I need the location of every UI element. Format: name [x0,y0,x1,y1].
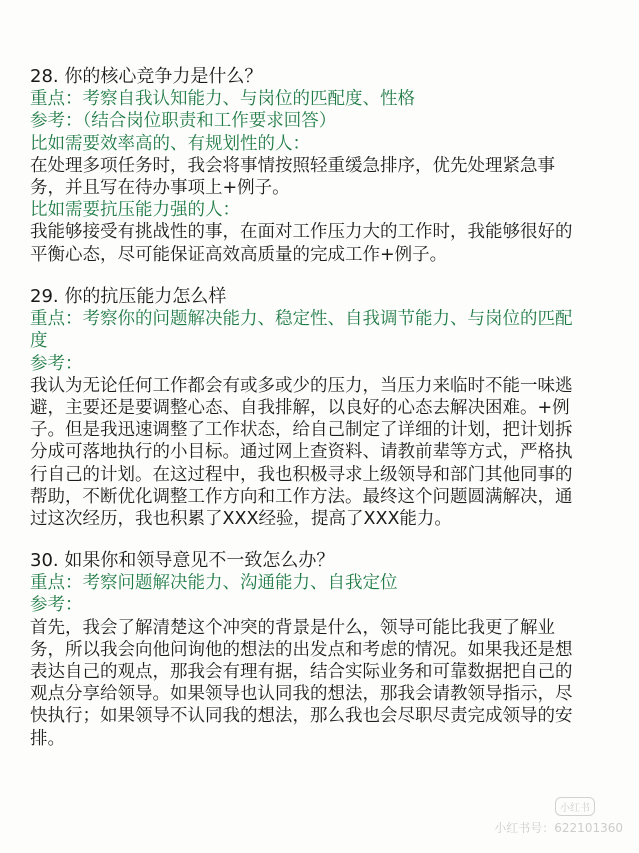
reference-label: 参考： [30,595,83,616]
answer-line: 快执行；如果领导不认同我的想法，那么我也会尽职尽责完成领导的安 [30,706,573,727]
answer-line: 过这次经历，我也积累了XXX经验，提高了XXX能力。 [30,509,452,530]
reference-label: 参考： [30,353,83,374]
watermark-text: 小红书号：622101360 [494,821,623,835]
answer-line: 排。 [30,728,65,749]
case-label: 比如需要效率高的、有规划性的人： [30,133,310,154]
question-title: 28. 你的核心竞争力是什么？ [30,66,263,87]
key-point: 重点：考察问题解决能力、沟通能力、自我定位 [30,573,398,594]
answer-line: 平衡心态，尽可能保证高效高质量的完成工作+例子。 [30,244,448,265]
question-title: 29. 你的抗压能力怎么样 [30,286,227,307]
question-29 [30,286,610,530]
question-28 [30,66,610,266]
answer-line: 务，并且写在待办事项上+例子。 [30,178,290,199]
answer-line: 帮助，不断优化调整工作方向和工作方法。最终这个问题圆满解决，通 [30,486,573,507]
answer-line: 表达自己的观点，那我会有理有据，结合实际业务和可靠数据把自己的 [30,662,573,683]
watermark-logo: 小红书 [555,797,595,816]
watermark [485,795,625,845]
answer-line: 分成可落地执行的小目标。通过网上查资料、请教前辈等方式，严格执 [30,442,573,463]
key-point: 重点：考察你的问题解决能力、稳定性、自我调节能力、与岗位的匹配 [30,309,573,330]
answer-line: 子。但是我迅速调整了工作状态，给自己制定了详细的计划，把计划拆 [30,420,573,441]
question-30 [30,550,610,750]
answer-line: 我能够接受有挑战性的事，在面对工作压力大的工作时，我能够很好的 [30,222,573,243]
answer-line: 在处理多项任务时，我会将事情按照轻重缓急排序，优先处理紧急事 [30,155,555,176]
answer-line: 首先，我会了解清楚这个冲突的背景是什么，领导可能比我更了解业 [30,617,555,638]
answer-line: 务，所以我会向他问询他的想法的出发点和考虑的情况。如果我还是想 [30,639,573,660]
answer-line: 避，主要还是要调整心态、自我排解，以良好的心态去解决困难。+例 [30,398,570,419]
reference-label: 参考：（结合岗位职责和工作要求回答） [30,111,337,132]
key-point: 度 [30,331,48,352]
answer-line: 行自己的计划。在这过程中，我也积极寻求上级领导和部门其他同事的 [30,464,573,485]
question-title: 30. 如果你和领导意见不一致怎么办？ [30,550,335,571]
key-point: 重点：考察自我认知能力、与岗位的匹配度、性格 [30,89,415,110]
answer-line: 观点分享给领导。如果领导也认同我的想法，那我会请教领导指示，尽 [30,684,573,705]
case-label: 比如需要抗压能力强的人： [30,200,240,221]
answer-line: 我认为无论任何工作都会有或多或少的压力，当压力来临时不能一味逃 [30,375,573,396]
